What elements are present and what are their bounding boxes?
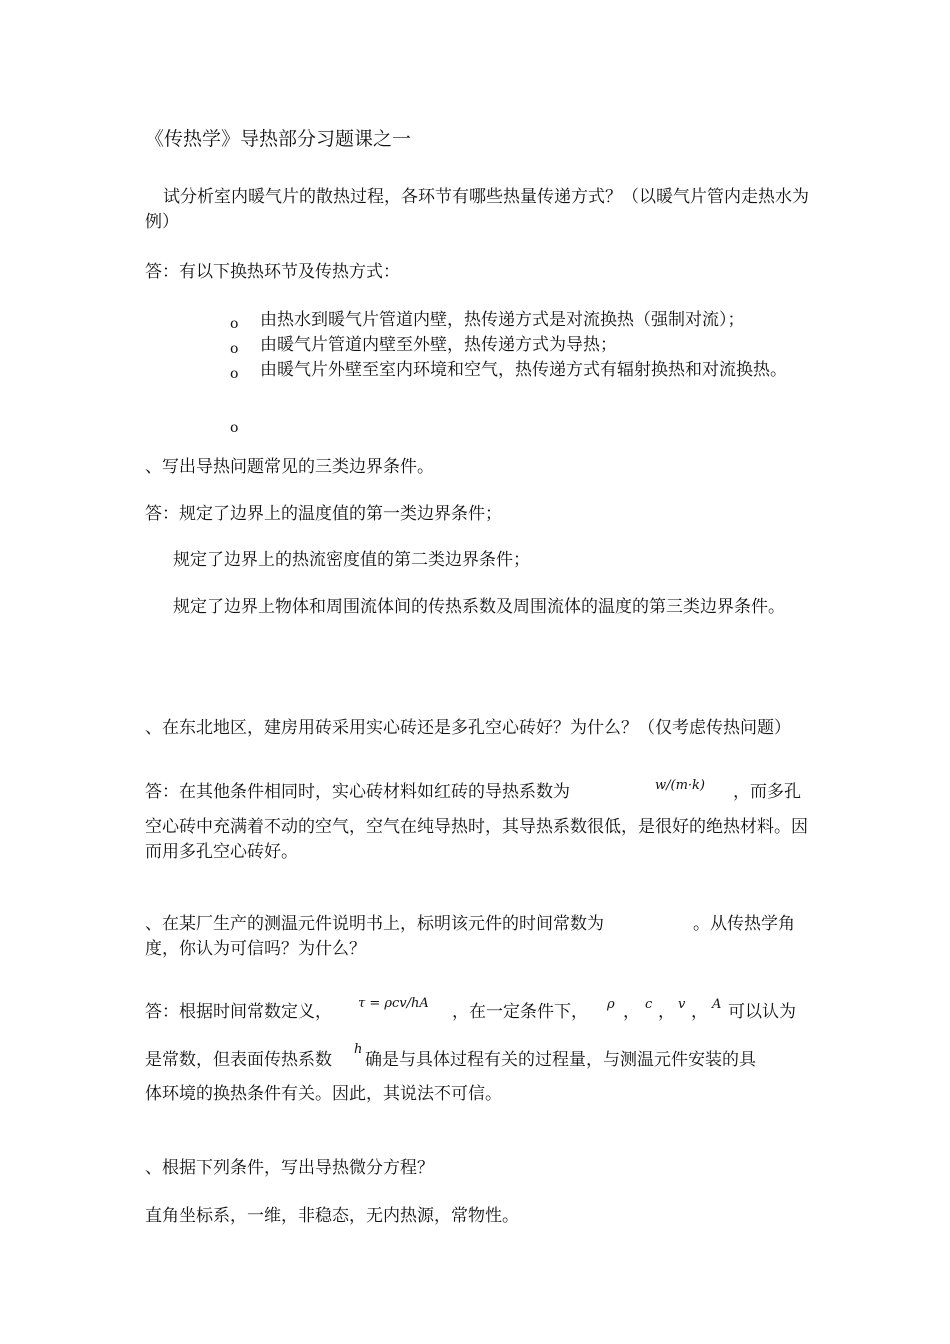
symbol-c: c [645,997,653,1012]
answer-3-text-a: 答：在其他条件相同时，实心砖材料如红砖的导热系数为 [145,782,570,802]
symbol-v: v [678,997,686,1012]
symbol-rho: ρ [607,997,615,1012]
answer-2-line-1: 答：规定了边界上的温度值的第一类边界条件； [145,504,502,524]
bullet-circle-icon: o [230,341,239,357]
comma: ， [623,1002,640,1022]
answer-4-text-e: 确是与具体过程有关的过程量，与测温元件安装的具 [365,1050,756,1070]
symbol-A: A [712,997,722,1012]
bullet-circle-icon: o [230,420,239,436]
question-5: 、根据下列条件，写出导热微分方程？ [145,1158,434,1178]
question-5-condition: 直角坐标系，一维，非稳态，无内热源，常物性。 [145,1206,519,1226]
bullet-circle-icon: o [230,366,239,382]
bullet-circle-icon: o [230,316,239,332]
list-item-text: 由暖气片外壁至室内环境和空气，热传递方式有辐射换热和对流换热。 [260,360,787,380]
answer-4-text-c: 可以认为 [728,1002,796,1022]
answer-4-text-a: 答：根据时间常数定义， [145,1002,332,1022]
question-1: 试分析室内暖气片的散热过程，各环节有哪些热量传递方式？（以暖气片管内走热水为例） [145,187,809,232]
page-title: 《传热学》导热部分习题课之一 [145,128,412,150]
time-constant-formula: τ = ρcv/hA [358,996,429,1011]
question-3: 、在东北地区，建房用砖采用实心砖还是多孔空心砖好？为什么？（仅考虑传热问题） [145,718,791,738]
question-4-b: 。从传热学角度，你认为可信吗？为什么？ [145,914,795,959]
answer-4-text-d: 是常数，但表面传热系数 [145,1050,332,1070]
list-item-text: 由暖气片管道内壁至外壁，热传递方式为导热； [260,335,617,355]
question-4-a: 、在某厂生产的测温元件说明书上，标明该元件的时间常数为 [145,914,604,934]
answer-2-line-3: 规定了边界上物体和周围流体间的传热系数及周围流体的温度的第三类边界条件。 [173,597,785,617]
comma: ， [658,1002,675,1022]
answer-4-line-f: 体环境的换热条件有关。因此，其说法不可信。 [145,1084,502,1104]
answer-3-text-b: ，而多孔 [733,782,801,802]
list-item-text: 由热水到暖气片管道内壁，热传递方式是对流换热（强制对流）； [260,310,745,330]
comma: ， [691,1002,708,1022]
answer-3-line-a [145,780,810,805]
symbol-h: h [354,1042,363,1057]
answer-1-intro: 答：有以下换热环节及传热方式： [145,262,400,282]
answer-4-text-b: ，在一定条件下， [452,1002,588,1022]
unit-formula: w/(m·k) [655,778,705,793]
question-2: 、写出导热问题常见的三类边界条件。 [145,457,434,477]
answer-2-line-2: 规定了边界上的热流密度值的第二类边界条件； [173,550,530,570]
answer-3-line-c: 空心砖中充满着不动的空气，空气在纯导热时，其导热系数很低，是很好的绝热材料。因而用多孔空心砖好。 [145,817,808,862]
